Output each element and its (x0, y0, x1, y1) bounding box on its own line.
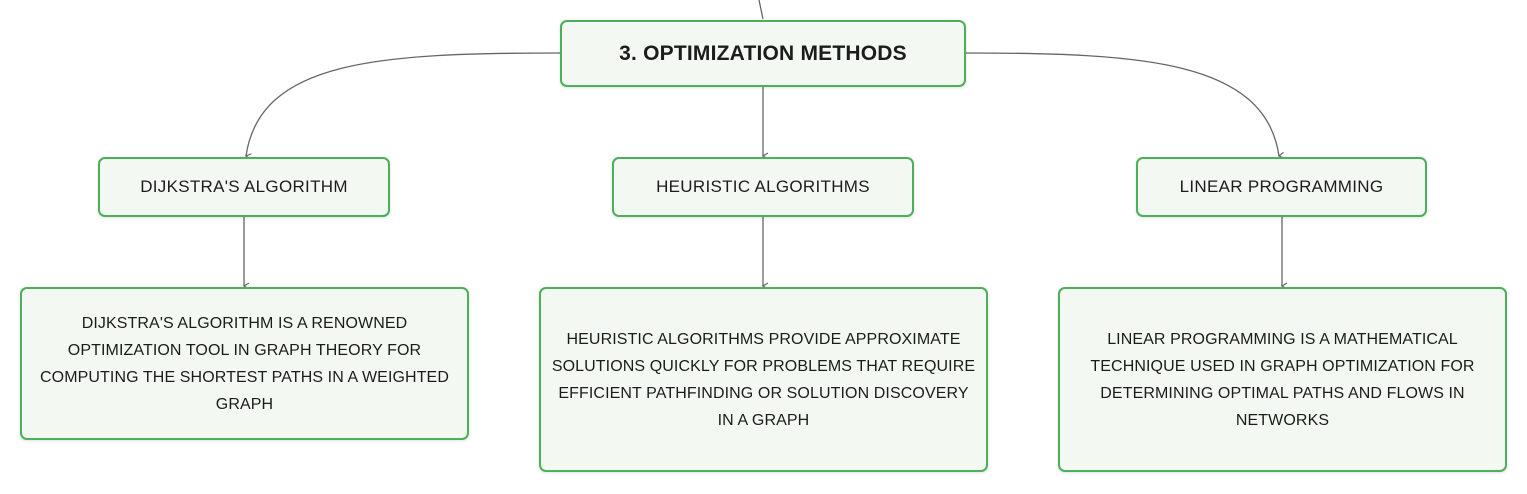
detail-node-dijkstra[interactable] (20, 287, 469, 440)
branch-node-linear-programming[interactable] (1136, 157, 1427, 217)
branch-node-dijkstra[interactable] (98, 157, 390, 217)
root-node-label: 3. OPTIMIZATION METHODS (619, 41, 907, 65)
detail-node-linear-programming[interactable] (1058, 287, 1507, 472)
detail-node-heuristic[interactable] (539, 287, 988, 472)
connector-root-to-linear (966, 53, 1279, 156)
detail-node-text: HEURISTIC ALGORITHMS PROVIDE APPROXIMATE SOLUTIONS QUICKLY FOR PROBLEMS THAT REQUIRE EFFICIENT PATHFINDING OR SOLUTION DISCOVERY IN A GRAPH (551, 330, 976, 429)
root-node[interactable] (560, 20, 966, 87)
branch-node-label: DIJKSTRA'S ALGORITHM (140, 177, 348, 196)
branch-node-heuristic[interactable] (612, 157, 914, 217)
parent-connector (759, 0, 763, 19)
branch-node-label: HEURISTIC ALGORITHMS (656, 177, 870, 196)
branch-node-label: LINEAR PROGRAMMING (1179, 177, 1384, 196)
detail-node-text: DIJKSTRA'S ALGORITHM IS A RENOWNED OPTIMIZATION TOOL IN GRAPH THEORY FOR COMPUTING THE SHORTEST PATHS IN A WEIGHTED GRAPH (40, 314, 449, 413)
detail-node-text: LINEAR PROGRAMMING IS A MATHEMATICAL TECHNIQUE USED IN GRAPH OPTIMIZATION FOR DETERMINING OPTIMAL PATHS AND FLOWS IN NETWORKS (1090, 330, 1475, 429)
connector-root-to-dijkstra (246, 53, 560, 156)
